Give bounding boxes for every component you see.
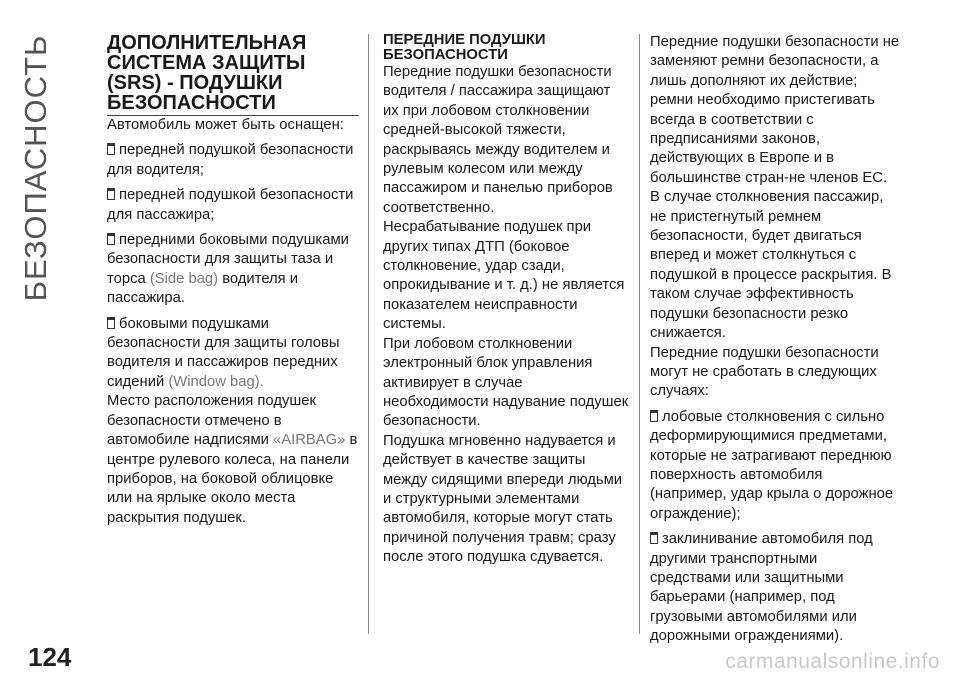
- text-column-3: [650, 33, 902, 647]
- window-bag-term: (Window bag).: [168, 373, 264, 390]
- section-subheading: ПЕРЕДНИЕ ПОДУШКИ БЕЗОПАСНОСТИ: [383, 32, 546, 63]
- page-number: 124: [28, 642, 72, 672]
- list-item-text: заклинивание автомобиля под другими транспортными средствами или защитными барьерами (например, под грузовыми автомобилями или дорожными ограждениями).: [650, 531, 873, 645]
- list-item: [107, 231, 359, 309]
- bullet-box-icon: [650, 532, 658, 544]
- text-column-1: [107, 33, 359, 528]
- list-item-text: передней подушкой безопасности для водителя;: [107, 142, 354, 178]
- list-item-text: боковыми подушками безопасности для защиты головы водителя и пассажиров передних сидений: [107, 315, 340, 390]
- paragraph-text: в центре рулевого колеса, на панели приборов, на боковой облицовке или на ярлыке около места раскрытия подушек.: [107, 432, 358, 526]
- paragraph: Передние подушки безопасности не заменяют ремни безопасности, а лишь дополняют их действие; ремни необходимо пристегивать всегда в соответствии с предписаниями законов, действующих в Европе и в большинстве стран-не членов ЕС.: [650, 34, 900, 186]
- paragraph: В случае столкновения пассажир, не пристегнутый ремнем безопасности, будет двигаться вперед и может столкнуться с подушкой в процессе раскрытия. В таком случае эффективность подушки безопасности резко снижается.: [650, 189, 892, 342]
- bullet-box-icon: [107, 188, 115, 200]
- list-item: [107, 315, 359, 393]
- bullet-box-icon: [107, 143, 115, 155]
- intro-text: Автомобиль может быть оснащен:: [107, 117, 344, 133]
- list-item: [107, 186, 359, 225]
- paragraph: Передние подушки безопасности могут не сработать в следующих случаях:: [650, 344, 879, 400]
- list-item: [650, 408, 902, 524]
- list-item: [107, 141, 359, 180]
- section-side-label: [14, 34, 58, 302]
- section-heading: ДОПОЛНИТЕЛЬНАЯ СИСТЕМА ЗАЩИТЫ (SRS) - ПОДУШКИ БЕЗОПАСНОСТИ: [107, 33, 359, 116]
- location-paragraph: [107, 392, 359, 528]
- bullet-box-icon: [107, 233, 115, 245]
- side-bag-term: (Side bag): [149, 270, 219, 287]
- list-item-text: передними боковыми подушками безопасности для защиты таза и торса: [107, 232, 349, 287]
- paragraph: При лобовом столкновении электронный блок управления активирует в случае необходимости надувание подушек безопасности.: [383, 335, 629, 430]
- watermark: carmanualsonline.info: [725, 650, 940, 673]
- text-column-2: [383, 33, 629, 568]
- paragraph: Несрабатывание подушек при других типах ДТП (боковое столкновение, удар сзади, опрокидывание и т. д.) не является показателем неисправности системы.: [383, 219, 625, 333]
- paragraph: Передние подушки безопасности водителя / пассажира защищают их при лобовом столкновении средней-высокой тяжести, раскрываясь между водителем и рулевым колесом или между пассажиром и панелью приборов соответственно.: [383, 64, 613, 216]
- paragraph: Подушка мгновенно надувается и действует в качестве защиты между сидящими впереди людьми и структурными элементами автомобиля, которые могут стать причиной получения травм; сразу после этого подушка сдувается.: [383, 432, 623, 566]
- column-divider-left: [368, 34, 369, 634]
- airbag-marking-term: «AIRBAG»: [273, 432, 346, 449]
- section-side-label-text: БЕЗОПАСНОСТЬ: [18, 34, 53, 302]
- bullet-box-icon: [107, 317, 115, 329]
- bullet-box-icon: [650, 410, 658, 422]
- list-item-text: передней подушкой безопасности для пассажира;: [107, 187, 354, 223]
- list-item-text: лобовые столкновения с сильно деформирующимися предметами, которые не затрагивают переднюю поверхность автомобиля (например, удар крыла о дорожное ограждение);: [650, 408, 894, 522]
- column-divider-right: [639, 34, 640, 634]
- list-item: [650, 530, 902, 646]
- list-item-text: водителя и пассажира.: [107, 270, 299, 307]
- paragraph-text: Место расположения подушек безопасности отмечено в автомобиле надписями: [107, 393, 316, 449]
